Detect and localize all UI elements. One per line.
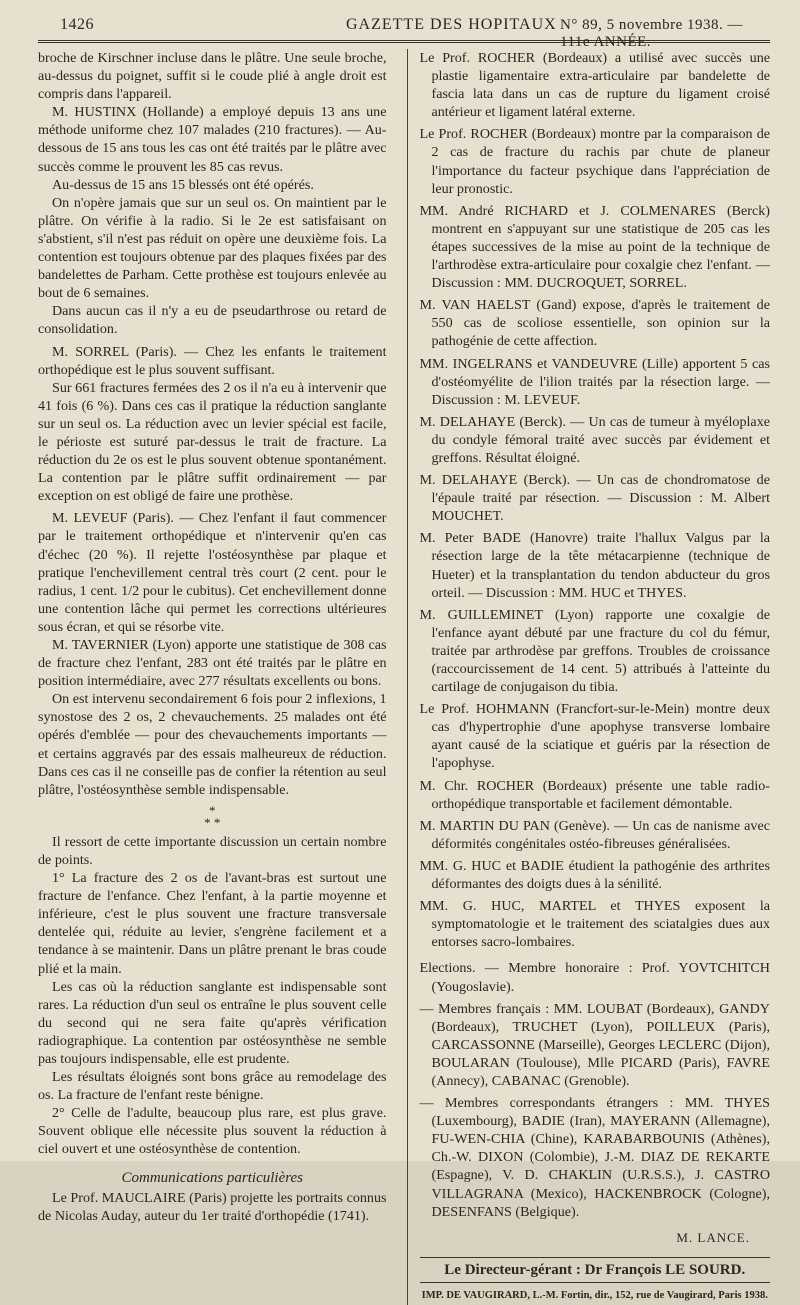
right-column-paragraph: M. VAN HAELST (Gand) expose, d'après le traitement de 550 cas de scoliose essentielle, son opinion sur la pathogénie de cette affection. bbox=[419, 297, 770, 350]
article-columns bbox=[38, 49, 770, 1305]
left-column-paragraph: On n'opère jamais que sur un seul os. On maintient par le plâtre. On vérifie à la radio. Si le 2e est satisfaisant on s'abstient, s'il n'est pas réduit on opère une deuxième fois. La contention est toujours obtenue par des plaques fixées par des bandelettes de Parham. Cette prothèse est toujours enlevée au bout de 6 semaines. bbox=[38, 194, 387, 302]
right-column-paragraph: M. MARTIN DU PAN (Genève). — Un cas de nanisme avec déformités congénitales ostéo-fibreuses généralisées. bbox=[419, 817, 770, 852]
right-column-paragraph: MM. G. HUC, MARTEL et THYES exposent la symptomatologie et le traitement des sciatalgies dues aux entorses sacro-lombaires. bbox=[419, 898, 770, 951]
page-header bbox=[38, 14, 770, 50]
right-column bbox=[416, 49, 771, 1305]
right-column-paragraph: M. GUILLEMINET (Lyon) rapporte une coxalgie de l'enfance ayant débuté par une fracture du col du fémur, traitée par arthrodèse par greffons. Troubles de croissance (raccourcissement de 14 cent. 5) attribués à l'atteinte du cartilage de conjugaison du tibia. bbox=[419, 606, 770, 696]
right-column-paragraph: M. Chr. ROCHER (Bordeaux) présente une table radio-orthopédique transportable et facilement démontable. bbox=[419, 777, 770, 812]
right-column-paragraph: Le Prof. ROCHER (Bordeaux) a utilisé avec succès une plastie ligamentaire extra-articulaire par bandelette de fascia lata dans un cas de rupture du ligament croisé antérieur et ligament latéral externe. bbox=[419, 50, 770, 121]
left-column-paragraph: 2° Celle de l'adulte, beaucoup plus rare, est plus grave. Souvent oblique elle nécessite plus souvent la réduction à ciel ouvert et une ostéosynthèse de contention. bbox=[38, 1105, 387, 1158]
left-column-paragraph: M. TAVERNIER (Lyon) apporte une statistique de 308 cas de fracture chez l'enfant, 283 ont été traités par le plâtre en position intermédiaire, avec 277 résultats excellents ou bons. bbox=[38, 637, 387, 690]
director-line: Le Directeur-gérant : Dr François LE SOURD. bbox=[420, 1257, 771, 1283]
left-column-paragraph: M. SORREL (Paris). — Chez les enfants le traitement orthopédique est le plus souvent suffisant. bbox=[38, 343, 387, 378]
left-column-paragraph: Au-dessus de 15 ans 15 blessés ont été opérés. bbox=[52, 176, 314, 193]
left-column-paragraph: M. LEVEUF (Paris). — Chez l'enfant il faut commencer par le traitement orthopédique et n'intervenir qu'en cas d'échec (20 %). Il rejette l'ostéosynthèse par plaque et pratique l'enchevillement central très court (2 cent. pour le radius, 1 cent. 1/2 pour le cubitus). Cet enchevillement donne une contention lâche qui permet les corrections ultérieures sous écran, et qui se résorbe vite. bbox=[38, 510, 387, 635]
left-column-paragraph: broche de Kirschner incluse dans le plâtre. Une seule broche, au-dessus du poignet, suffit si le coude plié à angle droit est compris dans l'appareil. bbox=[38, 50, 387, 103]
left-column-paragraph: Les résultats éloignés sont bons grâce au remodelage des os. La fracture de l'enfant reste bénigne. bbox=[38, 1069, 387, 1104]
left-column-paragraph: Le Prof. MAUCLAIRE (Paris) projette les portraits connus de Nicolas Auday, auteur du 1er traité d'orthopédie (1741). bbox=[38, 1189, 387, 1224]
right-column-paragraph: Le Prof. ROCHER (Bordeaux) montre par la comparaison de 2 cas de fracture du rachis par chute de planeur l'importance du facteur psychique dans l'appréciation de leur pronostic. bbox=[419, 126, 770, 197]
left-column bbox=[38, 49, 399, 1305]
right-column-paragraph: — Membres français : MM. LOUBAT (Bordeaux), GANDY (Bordeaux), TRUCHET (Lyon), POILLEUX (Paris), CARCASSONNE (Marseille), Georges LECLERC (Dijon), BOULARAN (Toulouse), Mlle PICARD (Paris), FAVRE (Annecy), CABANAC (Grenoble). bbox=[419, 1000, 770, 1089]
right-column-paragraph: Le Prof. HOHMANN (Francfort-sur-le-Mein) montre deux cas d'hypertrophie d'une apophyse transverse lombaire ayant causé de la sciatique et guéris par la résection de l'apophyse. bbox=[419, 701, 770, 772]
right-column-body bbox=[420, 49, 771, 1221]
left-column-paragraph: Les cas où la réduction sanglante est indispensable sont rares. La réduction d'un seul os entraîne le plus souvent celle du second qui ne sera faite qu'après vérification radiographique. La contention par ostéosynthèse ne semble pas toujours indispensable, elle est prudente. bbox=[38, 978, 387, 1067]
right-column-paragraph: MM. G. HUC et BADIE étudient la pathogénie des arthrites déformantes des doigts dues à la sénilité. bbox=[419, 857, 770, 893]
issue-info: N° 89, 5 novembre 1938. — 111e ANNÉE. bbox=[560, 17, 744, 50]
right-column-paragraph: M. Peter BADE (Hanovre) traite l'hallux Valgus par la résection large de la tête métacarpienne (technique de Hueter) et la transplantation du tendon abducteur du gros orteil. — Discussion : MM. HUC et THYES. bbox=[419, 530, 770, 601]
right-column-paragraph: Elections. — Membre honoraire : Prof. YOVTCHITCH (Yougoslavie). bbox=[419, 960, 770, 995]
left-column-paragraph: Il ressort de cette importante discussion un certain nombre de points. bbox=[38, 833, 387, 868]
journal-title: GAZETTE DES HOPITAUX bbox=[346, 16, 557, 33]
section-heading: Communications particulières bbox=[121, 1169, 304, 1186]
printer-imprint: IMP. DE VAUGIRARD, L.-M. Fortin, dir., 152, rue de Vaugirard, Paris 1938. bbox=[421, 1289, 768, 1301]
left-column-paragraph: 1° La fracture des 2 os de l'avant-bras est surtout une fracture de l'enfance. Chez l'enfant, à la partie moyenne et inférieure, c'est le plus souvent une fracture transversale dentelée qui, réduite au levier, s'engrène facilement et a tendance à se maintenir. Dans un plâtre prenant le bras coude plié et la main. bbox=[38, 870, 387, 977]
right-column-paragraph: MM. INGELRANS et VANDEUVRE (Lille) apportent 5 cas d'ostéomyélite de l'ilion traités par la résection large. — Discussion : M. LEVEUF. bbox=[419, 355, 770, 408]
right-column-paragraph: M. DELAHAYE (Berck). — Un cas de chondromatose de l'épaule traité par résection. — Discussion : M. Albert MOUCHET. bbox=[419, 472, 770, 525]
right-column-paragraph: — Membres correspondants étrangers : MM. THYES (Luxembourg), BADIE (Iran), MAYERANN (Allemagne), FU-WEN-CHIA (Chine), KARABARBOUNIS (Athènes), Ch.-W. DIXON (Colombie), J.-M. DIAZ DE REKARTE (Espagne), V. D. CHAKLIN (U.R.S.S.), J. CASTRO VILLAGRANA (Mexico), HACKENBROCK (Cologne), DESENFANS (Belgique). bbox=[419, 1095, 770, 1220]
left-column-paragraph: Dans aucun cas il n'y a eu de pseudarthrose ou retard de consolidation. bbox=[38, 303, 387, 338]
section-separator-asterisks: * * * bbox=[204, 802, 221, 830]
column-divider bbox=[407, 49, 408, 1305]
left-column-paragraph: M. HUSTINX (Hollande) a employé depuis 13 ans une méthode uniforme chez 107 malades (210 fractures). — Au-dessous de 15 ans tous les cas ont été traités par le plâtre avec succès comme le prouvent les 85 cas revus. bbox=[38, 104, 387, 175]
right-column-paragraph: M. DELAHAYE (Berck). — Un cas de tumeur à myéloplaxe du condyle fémoral traité avec succès par évidement et greffons. Résultat éloigné. bbox=[419, 413, 770, 466]
left-column-paragraph: Sur 661 fractures fermées des 2 os il n'a eu à intervenir que 41 fois (6 %). Dans ces cas il pratique la réduction sanglante sur un seul os. La réduction avec un levier spécial est facile, le périoste est suturé par-dessus le trait de fracture. La réduction du 2e os est le plus souvent obtenue spontanément. La contention par le plâtre suffit ordinairement — par exception on est obligé de faire une prothèse. bbox=[38, 379, 387, 505]
right-column-paragraph: MM. André RICHARD et J. COLMENARES (Berck) montrent en s'appuyant sur une statistique de 205 cas les étapes successives de la mise au point de la technique de l'arthrodèse extra-articulaire pour coxalgie chez l'enfant. — Discussion : MM. DUCROQUET, SORREL. bbox=[419, 202, 770, 292]
page-number: 1426 bbox=[60, 16, 94, 33]
author-signature: M. LANCE. bbox=[676, 1229, 750, 1245]
left-column-paragraph: On est intervenu secondairement 6 fois pour 2 inflexions, 1 synostose des 2 os, 2 chevauchements. 25 malades ont été opérés d'emblée — pour des chevauchements importants — et certains aggravés par des essais malheureux de réduction. Dans ces cas il ne conseille pas de confier la rétention au seul plâtre, l'ostéosynthèse semble indispensable. bbox=[38, 691, 387, 798]
